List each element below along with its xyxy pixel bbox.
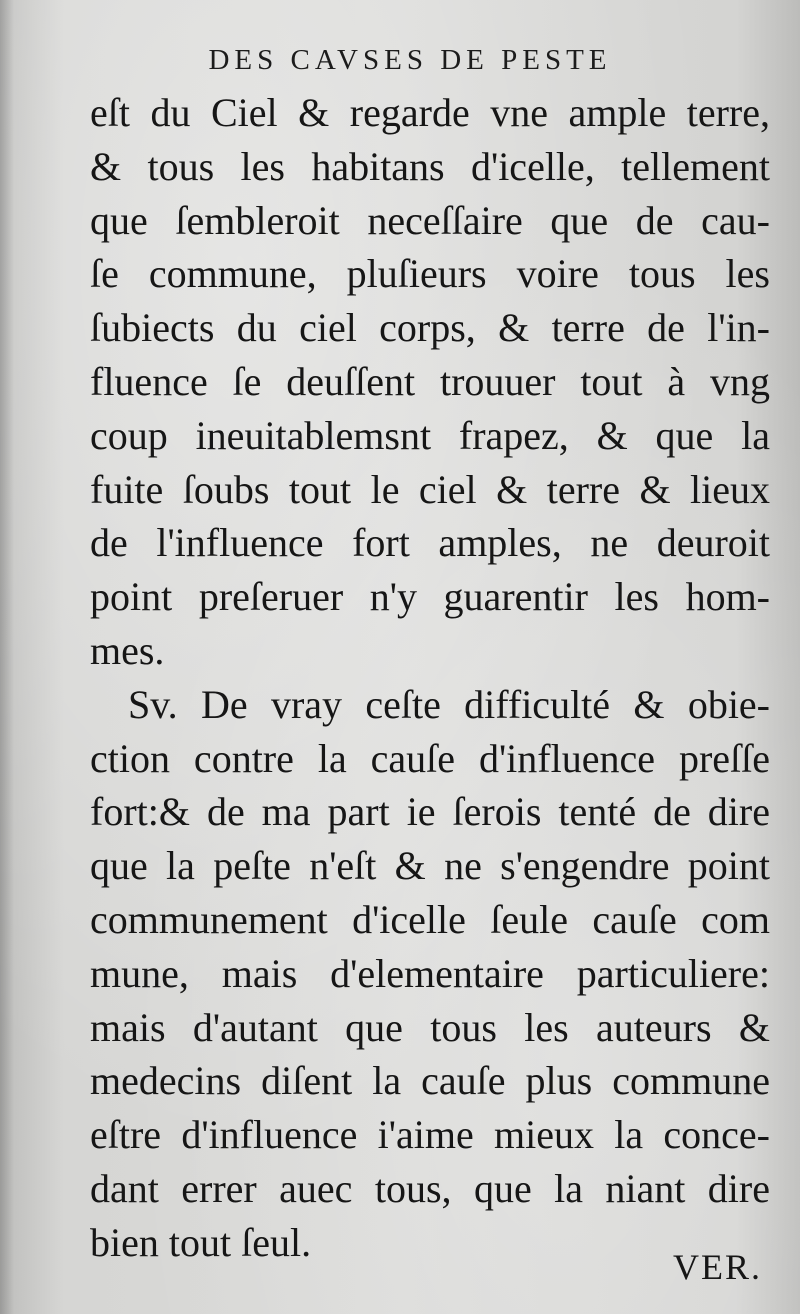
text-line: & tous les habitans d'icelle, tellement — [90, 143, 770, 189]
text-line: coup ineuitablemsnt frapez, & que la — [90, 412, 770, 458]
text-line: que la peſte n'eſt & ne s'engendre point — [90, 843, 770, 889]
page-fold-shadow — [0, 0, 14, 1314]
text-line: ſe commune, pluſieurs voire tous les — [90, 251, 770, 297]
text-line: que ſembleroit neceſſaire que de cau- — [90, 197, 770, 243]
catchword: VER. — [673, 1247, 762, 1287]
text-block — [90, 86, 770, 1270]
text-line: medecins diſent la cauſe plus commune — [90, 1058, 770, 1104]
text-line: mune, mais d'elementaire particuliere: — [90, 950, 770, 996]
text-line: fuite ſoubs tout le ciel & terre & lieux — [90, 466, 770, 512]
text-line: point preſeruer n'y guarentir les hom- — [90, 574, 770, 620]
text-line: de l'influence fort amples, ne deuroit — [90, 520, 770, 566]
text-line: mes. — [90, 627, 165, 673]
text-line: mais d'autant que tous les auteurs & — [90, 1004, 770, 1050]
text-line: eſt du Ciel & regarde vne ample terre, — [90, 90, 770, 135]
text-line: eſtre d'influence i'aime mieux la conce- — [90, 1112, 770, 1158]
paragraph-start-line: Sv. De vray ceſte difficulté & obie- — [128, 681, 770, 727]
text-line: bien tout ſeul. — [90, 1219, 312, 1265]
text-line: dant errer auec tous, que la niant dire — [90, 1165, 770, 1211]
running-head: DES CAVSES DE PESTE — [208, 44, 612, 76]
text-line: fort:& de ma part ie ſerois tenté de dire — [90, 789, 770, 835]
text-line: ction contre la cauſe d'influence preſſe — [90, 735, 770, 781]
text-line: ſubiects du ciel corps, & terre de l'in- — [90, 305, 770, 351]
text-line: fluence ſe deuſſent trouuer tout à vng — [90, 358, 770, 404]
text-line: communement d'icelle ſeule cauſe com — [90, 896, 770, 942]
